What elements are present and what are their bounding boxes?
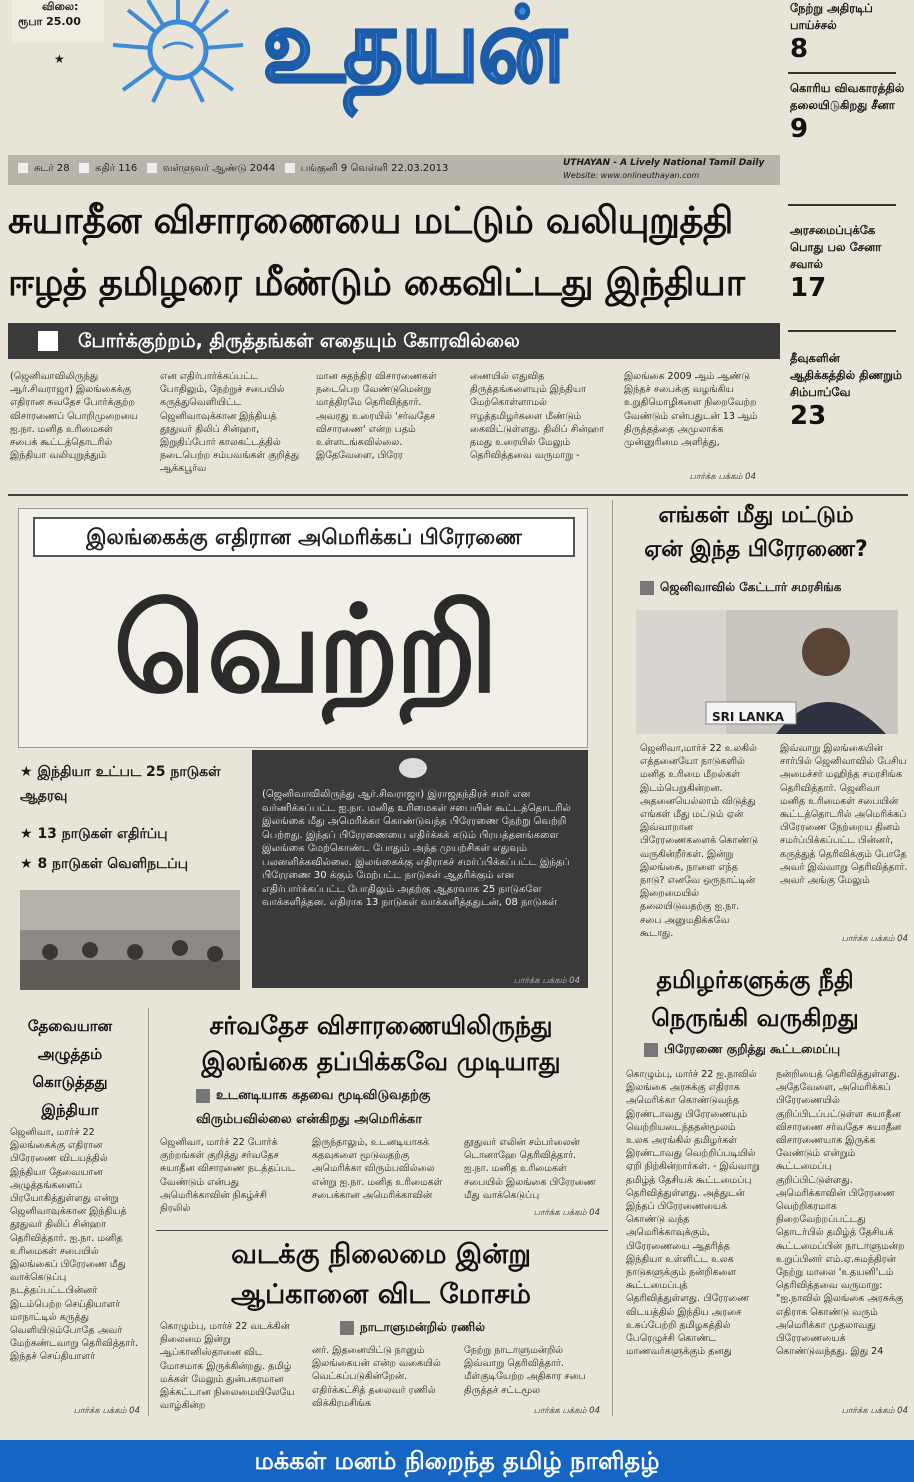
masthead-title: உதயன்: [262, 0, 565, 106]
lead-col-1: (ஜெனிவாவிலிருந்து ஆர்.சிவராஜா) இலங்கைக்கு எதிரான சுவதேச போர்க்குற்ற விசாரணைப் பொறிமுறையை ஐ.நா. மனித உரிமைகள் சபைக் கூட்டத்தொடரில் இந்தியா வலியுறுத்தும்: [10, 371, 138, 462]
subhead-square-icon: [38, 331, 58, 351]
escape-subhead: [196, 1086, 430, 1106]
subhead-square-icon: [640, 581, 654, 595]
star-icon: ★: [20, 856, 38, 872]
subhead-square-icon: [340, 1321, 354, 1335]
column-divider: [148, 1008, 149, 1416]
lead-col-3: மான சுதந்திர விசாரணைகள் நடைபெற வேண்டுமென்று மாத்திரமே தெரிவித்தார். அவரது உரையில் 'சர்வதேச விசாரணை' என்ற பதம் உள்ளடங்கவில்லை. இதேவேளை, பிரேர: [316, 371, 437, 462]
escape-subhead-2: விரும்பவில்லை என்கிறது அமெரிக்கா: [196, 1112, 423, 1127]
dateline-item: சுடர் 28: [34, 163, 70, 174]
justice-subhead: [644, 1042, 840, 1058]
north-headline-2: ஆப்கானை விட மோசம்: [230, 1279, 532, 1310]
dateline-item: பங்குனி 9 வெள்ளி 22.03.2013: [300, 163, 449, 174]
escape-subhead-1: உடனடியாக கதவை மூடிவிடுவதற்கு: [216, 1088, 431, 1103]
dateline-bar: [8, 155, 780, 185]
star-icon: ★: [20, 764, 38, 780]
lead-col-2: என எதிர்பார்க்கப்பட்ட போதிலும், நேற்றுச் சபையில் கருத்துவெளியிட்ட ஜெனிவாவுக்கான இந்தியத் தூதுவர் திலிப் சின்ஹா, இறுதிப்போர் காலகட்டத்தில் நடைபெற்ற சம்பவங்கள் குறித்து ஆக்கபூர்வ: [160, 371, 300, 475]
feature-bullet: [20, 760, 250, 808]
north-col-2: னர். இதனையிட்டு நானும் இலங்கையன் என்ற வகையில் வெட்கப்படுகின்றேன். எதிர்க்கட்சித் தலைவர் ரணில் விக்கிரமசிங்க: [312, 1345, 441, 1409]
sidebar-item-page: 8: [790, 34, 809, 64]
lead-col-5: இலங்கை 2009 ஆம் ஆண்டு இந்தச் சபைக்கு வழங்கிய உறுதிமொழிகளை நிறைவேற்ற வேண்டும் என்பதுடன் 13 ஆம் திருத்தத்தை அமுலாக்க முன்னுரிமை அளித்து,: [624, 371, 758, 449]
feature-story: (ஜெனிவாவிலிருந்து ஆர்.சிவராஜா) இராஜதந்திரச் சமர் என வர்ணிக்கப்பட்ட ஐ.நா. மனித உரிமைகள் சபையின் கூட்டத்தொடரில் இலங்கை மீது அமெரிக்கா கொண்டுவந்த பிரேரணை நேற்று வெற்றி பெற்றது. இந்தப் பிரேரணையை எதிர்க்கக் கடும் பிரயத்தனங்களை இலங்கை மேற்கொண்ட போதும் அந்த முயற்சிகள் எதுவும் பலனளிக்கவில்லை. இலங்கைக்கு எதிராகச் சமர்ப்பிக்கப்பட்ட இந்தப் பிரேரணை 30 க்கும் மேற்பட்ட நாடுகள் ஆதரிக்கும் என எதிர்பார்க்கப்பட்ட போதிலும் அதற்கு ஆதரவாக 25 நாடுகளே வாக்களித்தன. எதிராக 13 நாடுகள் வாக்களித்ததுடன், 08 நாடுகள்: [262, 789, 571, 908]
sidebar-item-page: 23: [790, 401, 827, 431]
sidebar-item[interactable]: [790, 80, 906, 144]
feature-banner-text: இலங்கைக்கு எதிரான அமெரிக்கப் பிரேரணை: [86, 525, 522, 549]
north-subhead: [340, 1320, 485, 1336]
lead-continued[interactable]: பார்க்க பக்கம் 04: [689, 472, 756, 482]
feature-story-box: [252, 750, 588, 988]
dateline-marker-icon: [18, 163, 28, 173]
dateline-item: வள்ளுவர் ஆண்டு 2044: [162, 163, 276, 174]
sun-logo-icon: [108, 0, 248, 105]
escape-col-2: இருந்தாலும், உடனடியாகக் கதவுகளை மூடுவதற்கு அமெரிக்கா விரும்பவில்லை என்று ஐ.நா. மனித உரிமைகள் சபைக்கான அமெரிக்காவின்: [312, 1137, 443, 1201]
north-continued[interactable]: பார்க்க பக்கம் 04: [533, 1406, 600, 1416]
sidebar-item-title: அரசமைப்புக்கே பொது பல சேனா சவால்: [790, 223, 882, 271]
price-label: விலை:: [42, 0, 79, 13]
sidebar-divider: [788, 72, 896, 74]
subhead-square-icon: [196, 1089, 210, 1103]
justice-headline-1: தமிழர்களுக்கு நீதி: [656, 966, 854, 994]
footer-slogan: மக்கள் மனம் நிறைந்த தமிழ் நாளிதழ்: [254, 1447, 660, 1475]
star-icon: ★: [20, 826, 38, 842]
feature-bullet: [20, 822, 250, 846]
justice-col-2: நன்றியைத் தெரிவித்துள்ளது. அதேவேளை, அமெரிக்கப் பிரேரணையில் குறிப்பிடப்பட்டுள்ள சுயாதீன விசாரணை சர்வதேச சுயாதீன விசாரணையாக இருக்க வேண்டும் என்றும் கூட்டமைப்பு குறிப்பிட்டுள்ளது. அமெரிக்காவின் பிரேரணை வெற்றிகரமாக நிறைவேற்றப்பட்டது தொடர்பில் தமிழ்த் தேசியக் கூட்டமைப்பின் நாடாளுமன்ற உறுப்பினர் எம்.ஏ.சுமந்திரன் நேற்று மாலை 'உதயனி'டம் தெரிவித்தவை வருமாறு: "ஐ.நாவில் இலங்கை அரசுக்கு எதிராக கொண்டு வரும் அமெரிக்கா முதலாவது பிரேரணையைக் கொண்டுவந்தது. இது 24: [776, 1069, 905, 1358]
lead-headline-1: சுயாதீன விசாரணையை மட்டும் வலியுறுத்தி: [8, 199, 733, 242]
price-box: [12, 0, 104, 42]
right-story-continued[interactable]: பார்க்க பக்கம் 04: [841, 934, 908, 944]
column-divider: [612, 500, 613, 1416]
feature-bullet: [20, 852, 250, 876]
sidebar-item[interactable]: [790, 350, 906, 431]
country-nameplate: SRI LANKA: [712, 710, 785, 724]
feature-bullet-text: 13 நாடுகள் எதிர்ப்பு: [37, 826, 168, 842]
feature-word: வெற்றி: [113, 581, 495, 720]
un-emblem-icon: [397, 756, 429, 780]
sidebar-divider: [788, 330, 896, 332]
lead-col-4: ணையில் எதுவித திருத்தங்களையும் இந்தியா மேற்கொள்ளாமல் ஈழத்தமிழர்களை மீண்டும் கைவிட்டுள்ளது. திலிப் சின்ஹா தமது உரையில் மேலும் தெரிவித்தவை வருமாறு -: [470, 371, 605, 462]
right-story-col-1: ஜெனிவா,மார்ச் 22 உலகில் எத்தனையோ நாடுகளில் மனித உரிமை மீறல்கள் இடம்பெறுகின்றன. அதனையெல்லாம் விடுத்து எங்கள் மீது மட்டும் ஏன் இவ்வாறான பிரேரணைகளைக் கொண்டு வருகின்றீர்கள். இன்று இலங்கை, நாளை எந்த நாடு? எனவே ஒருநாட்டின் இறைமையில் தலையிடுவதற்கு ஐ.நா. சபை அனுமதிக்கவே கூடாது.: [640, 743, 759, 939]
website: Website: www.onlineuthayan.com: [563, 171, 700, 180]
north-col-1: கொழும்பு, மார்ச் 22 வடக்கின் நிலைமை இன்று ஆப்கானிஸ்தானை விட மோசமாக இருக்கின்றது. தமிழ் மக்கள் மேலும் துன்பகரமான இக்கட்டான நிலைமையிலேயே வாழ்கின்ற: [160, 1321, 295, 1412]
north-col-3: நேற்று நாடாளுமன்றில் இவ்வாறு தெரிவித்தார். மீள்குடியேற்ற அதிகார சபை திருத்தச் சட்டமூல: [464, 1345, 586, 1396]
dateline-marker-icon: [79, 163, 89, 173]
dateline-marker-icon: [285, 163, 295, 173]
north-subhead-text: நாடாளுமன்றில் ரணில்: [360, 1320, 486, 1334]
escape-headline-1: சர்வதேச விசாரணையிலிருந்து: [209, 1011, 553, 1040]
justice-headline-2: நெருங்கி வருகிறது: [651, 1004, 859, 1032]
left-small-body: ஜெனிவா, மார்ச் 22 இலங்கைக்கு எதிரான பிரேரணை விடயத்தில் இந்தியா தேவையான அழுத்தங்களைப் பிரயோகித்துள்ளது என்று ஜெனிவாவுக்கான இந்தியத் தூதுவர் திலிப் சின்ஹா தெரிவித்தார். ஐ.நா. மனித உரிமைகள் சபையில் இலங்கைப் பிரேரணை மீது வாக்கெடுப்பு நடத்தப்பட்டபின்னர் இடம்பெற்ற செய்தியாளர் மாநாட்டில் கருத்து வெளியிடும்போதே அவர் மேற்கண்டவாறு தெரிவித்தார். இந்தச் செய்தியாளர்: [10, 1127, 139, 1363]
subhead-square-icon: [644, 1043, 658, 1057]
right-story-headline-2: ஏன் இந்த பிரேரணை?: [644, 537, 868, 562]
sidebar-item-title: தீவுகளின் ஆதிக்கத்தில் திணறும் சிம்பாப்வே: [790, 351, 903, 399]
justice-continued[interactable]: பார்க்க பக்கம் 04: [841, 1406, 908, 1416]
price-value: ரூபா 25.00: [18, 15, 81, 28]
star-icon: ★: [54, 52, 65, 66]
dateline-item: கதிர் 116: [95, 163, 138, 174]
feature-panel: [18, 508, 588, 748]
sidebar-item-page: 17: [790, 273, 827, 303]
feature-continued[interactable]: பார்க்க பக்கம் 04: [513, 976, 580, 986]
footer-banner: [0, 1440, 914, 1482]
lead-subhead-bar: [8, 323, 780, 359]
justice-col-1: கொழும்பு, மார்ச் 22 ஐ.நாவில் இலங்கை அரசுக்கு எதிராக அமெரிக்கா கொண்டுவந்த இரண்டாவது பிரேரணையும் வெற்றியடைந்ததன்மூலம் உலக அரங்கில் தமிழர்கள் இரண்டாவது வெற்றிப்படியில் ஏறி நிற்கின்றார்கள். - இவ்வாறு தமிழ்த் தேசியக் கூட்டமைப்பு தெரிவித்துள்ளது. அத்துடன் இந்தப் பிரேரணையைக் கொண்டு வந்த அமெரிக்காவுக்கும், பிரேரணையை ஆதரித்த இந்தியா உள்ளிட்ட உலக நாடுகளுக்கும் நன்றிகளை கூட்டமைப்புத் தெரிவித்துள்ளது. பிரேரணை விடயத்தில் இந்திய அரசை உசுப்பேற்றி தமிழகத்தில் பேரெழுச்சி கொண்ட மாணவர்களுக்கும் தனது: [626, 1069, 760, 1358]
north-headline-1: வடக்கு நிலைமை இன்று: [231, 1239, 531, 1270]
feature-bullet-text: 8 நாடுகள் வெளிநடப்பு: [37, 856, 189, 872]
lead-subhead: போர்க்குற்றம், திருத்தங்கள் எதையும் கோரவில்லை: [78, 330, 520, 352]
section-divider: [156, 1230, 608, 1231]
escape-headline-2: இலங்கை தப்பிக்கவே முடியாது: [201, 1047, 561, 1076]
feature-bullets: [20, 760, 250, 876]
tagline: UTHAYAN - A Lively National Tamil Daily: [563, 158, 765, 168]
dateline-items: [18, 163, 448, 175]
sidebar-divider: [788, 204, 896, 206]
lead-headline-2: ஈழத் தமிழரை மீண்டும் கைவிட்டது இந்தியா: [8, 261, 745, 304]
sidebar-item[interactable]: [790, 0, 906, 64]
left-small-headline: தேவையான அழுத்தம் கொடுத்தது இந்தியா: [27, 1017, 113, 1119]
right-story-col-2: இவ்வாறு இலங்கையின் சார்பில் ஜெனிவாவில் பேசிய அமைச்சர் மஹிந்த சமரசிங்க தெரிவித்தார். ஜெனிவா மனித உரிமைகள் சபையின் கூட்டத்தொடரில் அமெரிக்கப் பிரேரணை நேற்றைய தினம் சமர்ப்பிக்கப்பட்ட பின்னர், கருத்துத் தெரிவிக்கும் போதே அவர் இவ்வாறு தெரிவித்தார். அவர் அங்கு மேலும்: [780, 743, 908, 887]
right-story-subhead-text: ஜெனிவாவில் கேட்டார் சமரசிங்க: [660, 580, 842, 594]
feature-bullet-text: இந்தியா உட்பட 25 நாடுகள் ஆதரவு: [20, 764, 221, 804]
feature-banner: [33, 517, 575, 557]
right-story-headline-1: எங்கள் மீது மட்டும்: [658, 503, 854, 528]
escape-col-3: தூதுவர் எலின் சம்பர்லைன் டொனாஹே தெரிவித்தார். ஐ.நா. மனித உரிமைகள் சபையில் இலங்கை பிரேரணை மீது வாக்கெடுப்பு: [464, 1137, 596, 1201]
sidebar-item-title: நேற்று அதிரடிப் பாய்ச்சல்: [790, 1, 873, 32]
masthead: [0, 0, 780, 150]
escape-continued[interactable]: பார்க்க பக்கம் 04: [533, 1208, 600, 1218]
right-story-subhead: [640, 580, 841, 596]
left-small-continued[interactable]: பார்க்க பக்கம் 04: [73, 1406, 140, 1416]
justice-subhead-text: பிரேரணை குறித்து கூட்டமைப்பு: [664, 1042, 840, 1056]
dateline-marker-icon: [147, 163, 157, 173]
escape-col-1: ஜெனிவா, மார்ச் 22 போர்க் குற்றங்கள் குறித்து சர்வதேச சுயாதீன விசாரணை நடத்தப்பட வேண்டும் என்பது அமெரிக்காவின் நிகழ்ச்சி நிரலில்: [160, 1137, 296, 1215]
sidebar-item-title: கொரிய விவகாரத்தில் தலையிடுகிறது சீனா: [790, 81, 905, 112]
sidebar-item[interactable]: [790, 222, 906, 303]
sidebar-item-page: 9: [790, 114, 809, 144]
un-assembly-photo: [20, 890, 240, 990]
section-divider: [8, 494, 908, 496]
